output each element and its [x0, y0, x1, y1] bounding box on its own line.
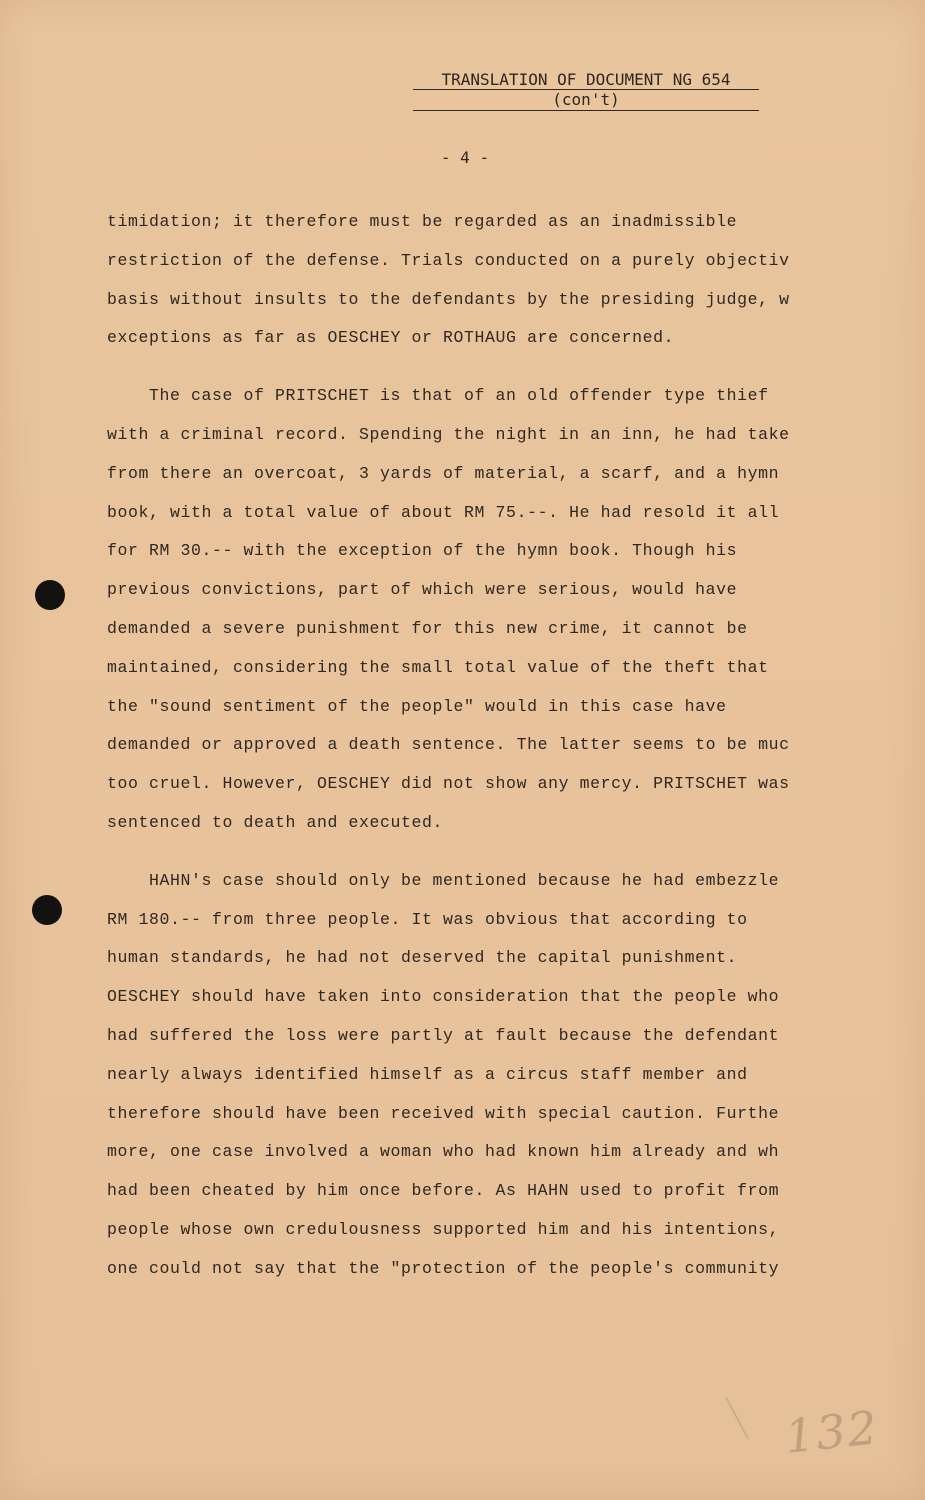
- text-line: HAHN's case should only be mentioned because he had embezzle: [107, 870, 780, 890]
- text-line: demanded a severe punishment for this new crime, it cannot be: [107, 618, 748, 638]
- text-line: human standards, he had not deserved the capital punishment.: [107, 948, 738, 968]
- paragraph: [107, 862, 867, 1289]
- text-line: OESCHEY should have taken into consideration that the people who: [107, 987, 780, 1007]
- text-line: had been cheated by him once before. As HAHN used to profit from: [107, 1181, 780, 1201]
- document-header: [413, 70, 759, 111]
- handwritten-page-number: 132: [782, 1400, 882, 1464]
- header-title: TRANSLATION OF DOCUMENT NG 654: [413, 70, 759, 90]
- text-line: exceptions as far as OESCHEY or ROTHAUG are concerned.: [107, 328, 675, 348]
- text-line: people whose own credulousness supported him and his intentions,: [107, 1219, 780, 1239]
- text-line: RM 180.-- from three people. It was obvious that according to: [107, 909, 748, 929]
- text-line: for RM 30.-- with the exception of the hymn book. Though his: [107, 541, 738, 561]
- document-body: [107, 203, 867, 1289]
- punch-hole: [35, 580, 65, 610]
- page-number: - 4 -: [440, 148, 490, 167]
- paragraph: [107, 377, 867, 843]
- text-line: from there an overcoat, 3 yards of material, a scarf, and a hymn: [107, 463, 780, 483]
- text-line: one could not say that the "protection of the people's community: [107, 1258, 780, 1278]
- text-line: timidation; it therefore must be regarded as an inadmissible: [107, 212, 738, 231]
- paragraph: [107, 203, 867, 358]
- text-line: book, with a total value of about RM 75.--. He had resold it all: [107, 502, 780, 522]
- paragraph-gap: [107, 843, 867, 862]
- text-line: too cruel. However, OESCHEY did not show any mercy. PRITSCHET was: [107, 774, 790, 794]
- text-line: with a criminal record. Spending the night in an inn, he had take: [107, 424, 790, 444]
- text-line: sentenced to death and executed.: [107, 812, 444, 832]
- text-line: nearly always identified himself as a circus staff member and: [107, 1064, 748, 1084]
- text-line: demanded or approved a death sentence. The latter seems to be muc: [107, 735, 790, 755]
- text-line: basis without insults to the defendants by the presiding judge, w: [107, 289, 790, 309]
- text-line: more, one case involved a woman who had known him already and wh: [107, 1142, 780, 1162]
- paragraph-gap: [107, 358, 867, 377]
- text-line: The case of PRITSCHET is that of an old offender type thief: [107, 386, 769, 406]
- header-subtitle: (con't): [413, 90, 759, 111]
- text-line: therefore should have been received with special caution. Furthe: [107, 1103, 780, 1123]
- text-line: previous convictions, part of which were serious, would have: [107, 580, 738, 600]
- pencil-mark: [725, 1397, 748, 1439]
- text-line: the "sound sentiment of the people" would in this case have: [107, 696, 727, 716]
- text-line: had suffered the loss were partly at fault because the defendant: [107, 1025, 780, 1045]
- text-line: restriction of the defense. Trials conducted on a purely objectiv: [107, 250, 790, 270]
- punch-hole: [32, 895, 62, 925]
- text-line: maintained, considering the small total value of the theft that: [107, 657, 769, 677]
